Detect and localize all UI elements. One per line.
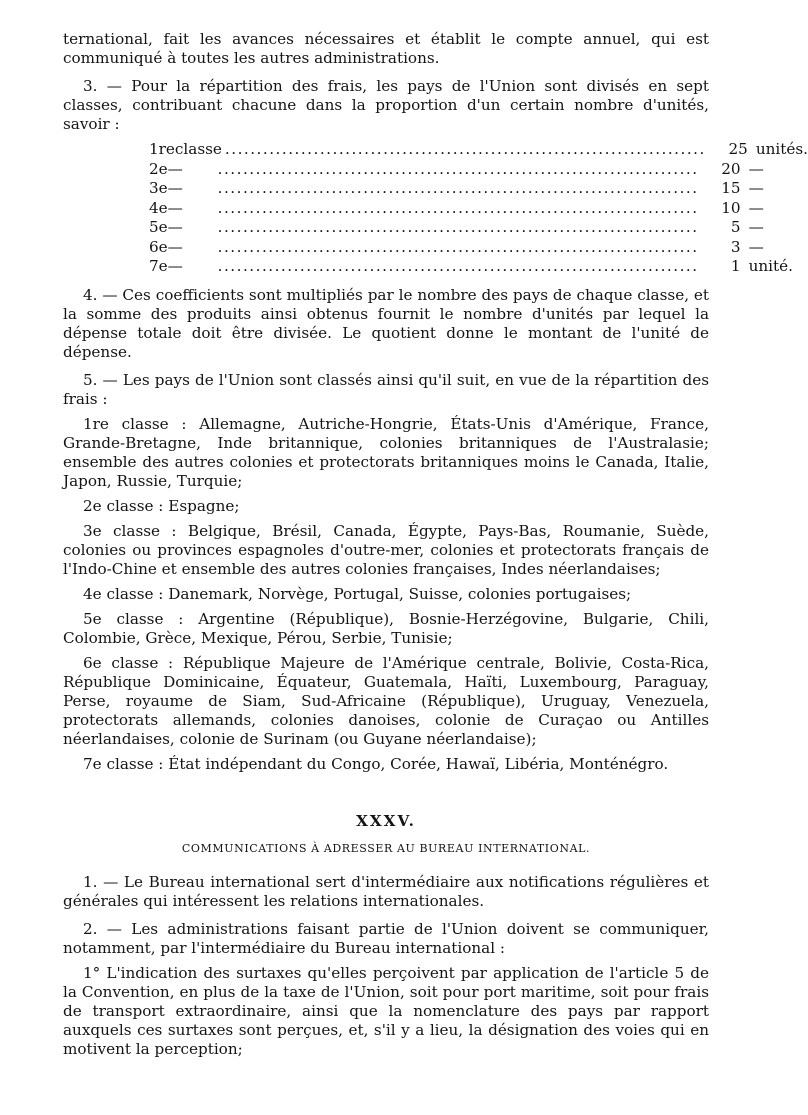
class-amount: 10: [721, 198, 741, 217]
leader-dots: ............................................................................: [217, 179, 699, 197]
class-list-item: 5e classe : Argentine (République), Bosnie-Herzégovine, Bulgarie, Chili, Colombie, Grèce, Mexique, Pérou, Serbie, Tunisie;: [63, 609, 709, 647]
class-amount: 5: [730, 218, 741, 236]
class-number: 4e: [149, 198, 168, 217]
class-label: —: [167, 218, 183, 236]
class-amount: 3: [730, 237, 741, 256]
table-row: [149, 257, 793, 277]
table-row: [149, 179, 764, 199]
section-number: XXXV.: [356, 811, 416, 830]
section-paragraph-2-item-1: 1° L'indication des surtaxes qu'elles perçoivent par application de l'article 5 de la Convention, en plus de la taxe de l'Union, soit pour port maritime, soit pour frais de transport extraordinaire, ainsi que la nomenclature des pays par rapport auxquels ces surtaxes sont perçues, et, s'il y a lieu, la désignation des voies qui en motivent la perception;: [63, 963, 709, 1058]
leader-dots: ............................................................................: [217, 237, 699, 256]
leader-dots: ............................................................................: [217, 198, 699, 217]
table-row: [149, 218, 764, 238]
continuation-paragraph: ternational, fait les avances nécessaires et établit le compte annuel, qui est communiqué à toutes les autres administrations.: [63, 30, 709, 67]
class-unit: —: [748, 237, 764, 256]
class-unit: unités.: [755, 140, 808, 158]
leader-dots: ............................................................................: [217, 257, 699, 275]
class-label: classe: [174, 140, 222, 158]
class-number: 5e: [149, 218, 168, 236]
class-label: —: [167, 198, 183, 217]
class-list-item: 1re classe : Allemagne, Autriche-Hongrie, États-Unis d'Amérique, France, Grande-Bretagne, Inde britannique, colonies britanniques de l'Australasie; ensemble des autres colonies et protectorats britanniques moins le Canada, Italie, Japon, Russie, Turquie;: [63, 414, 709, 490]
class-list-item: 7e classe : État indépendant du Congo, Corée, Hawaï, Libéria, Monténégro.: [83, 754, 669, 773]
class-label: —: [167, 237, 183, 256]
section-paragraph-1: 1. — Le Bureau international sert d'intermédiaire aux notifications régulières et générales qui intéressent les relations internationales.: [63, 872, 709, 910]
class-amount: 1: [730, 257, 741, 275]
class-unit: —: [748, 179, 764, 197]
class-list-item: 2e classe : Espagne;: [83, 496, 240, 515]
class-list-item: 4e classe : Danemark, Norvège, Portugal, Suisse, colonies portugaises;: [83, 584, 632, 603]
class-amount: 25: [728, 140, 748, 158]
class-number: 6e: [149, 237, 168, 256]
table-row: [149, 237, 764, 258]
section-title: COMMUNICATIONS À ADRESSER AU BUREAU INTERNATIONAL.: [181, 841, 591, 855]
class-amount: 20: [721, 159, 741, 178]
class-label: —: [167, 257, 183, 275]
class-number: 2e: [149, 159, 168, 178]
class-number: 3e: [149, 179, 168, 197]
classes-table: [149, 140, 808, 277]
class-unit: unité.: [748, 257, 793, 275]
leader-dots: ............................................................................: [224, 140, 706, 158]
class-list-item: 3e classe : Belgique, Brésil, Canada, Égypte, Pays-Bas, Roumanie, Suède, colonies ou provinces espagnoles d'outre-mer, colonies et protectorats français de l'Indo-Chine et ensemble des autres colonies françaises, Indes néerlandaises;: [63, 521, 709, 578]
paragraph-3: 3. — Pour la répartition des frais, les pays de l'Union sont divisés en sept classes, contribuant chacune dans la proportion d'un certain nombre d'unités, savoir :: [63, 77, 709, 133]
class-number: 1re: [149, 140, 175, 158]
paragraph-5: 5. — Les pays de l'Union sont classés ainsi qu'il suit, en vue de la répartition des frais :: [63, 370, 709, 408]
class-label: —: [167, 159, 183, 178]
table-row: [149, 159, 764, 180]
class-number: 7e: [149, 257, 168, 275]
class-amount: 15: [721, 179, 741, 197]
class-list-item: 6e classe : République Majeure de l'Amérique centrale, Bolivie, Costa-Rica, République Dominicaine, Équateur, Guatemala, Haïti, Luxembourg, Paraguay, Perse, royaume de Siam, Sud-Africaine (République), Uruguay, Venezuela, protectorats allemands, colonies danoises, colonie de Curaçao ou Antilles néerlandaises, colonie de Surinam (ou Guyane néerlandaise);: [63, 653, 709, 748]
section-paragraph-2: 2. — Les administrations faisant partie de l'Union doivent se communiquer, notamment, par l'intermédiaire du Bureau international :: [63, 919, 709, 957]
class-unit: —: [748, 198, 764, 217]
table-row: [149, 140, 808, 160]
leader-dots: ............................................................................: [217, 218, 699, 236]
class-unit: —: [748, 218, 764, 236]
document-page: [63, 30, 808, 1059]
table-row: [149, 198, 764, 219]
leader-dots: ............................................................................: [217, 159, 699, 178]
paragraph-4: 4. — Ces coefficients sont multipliés par le nombre des pays de chaque classe, et la somme des produits ainsi obtenus fournit le nombre d'unités par lequel la dépense totale doit être divisée. Le quotient donne le montant de l'unité de dépense.: [63, 285, 709, 361]
class-label: —: [167, 179, 183, 197]
class-unit: —: [748, 159, 764, 178]
